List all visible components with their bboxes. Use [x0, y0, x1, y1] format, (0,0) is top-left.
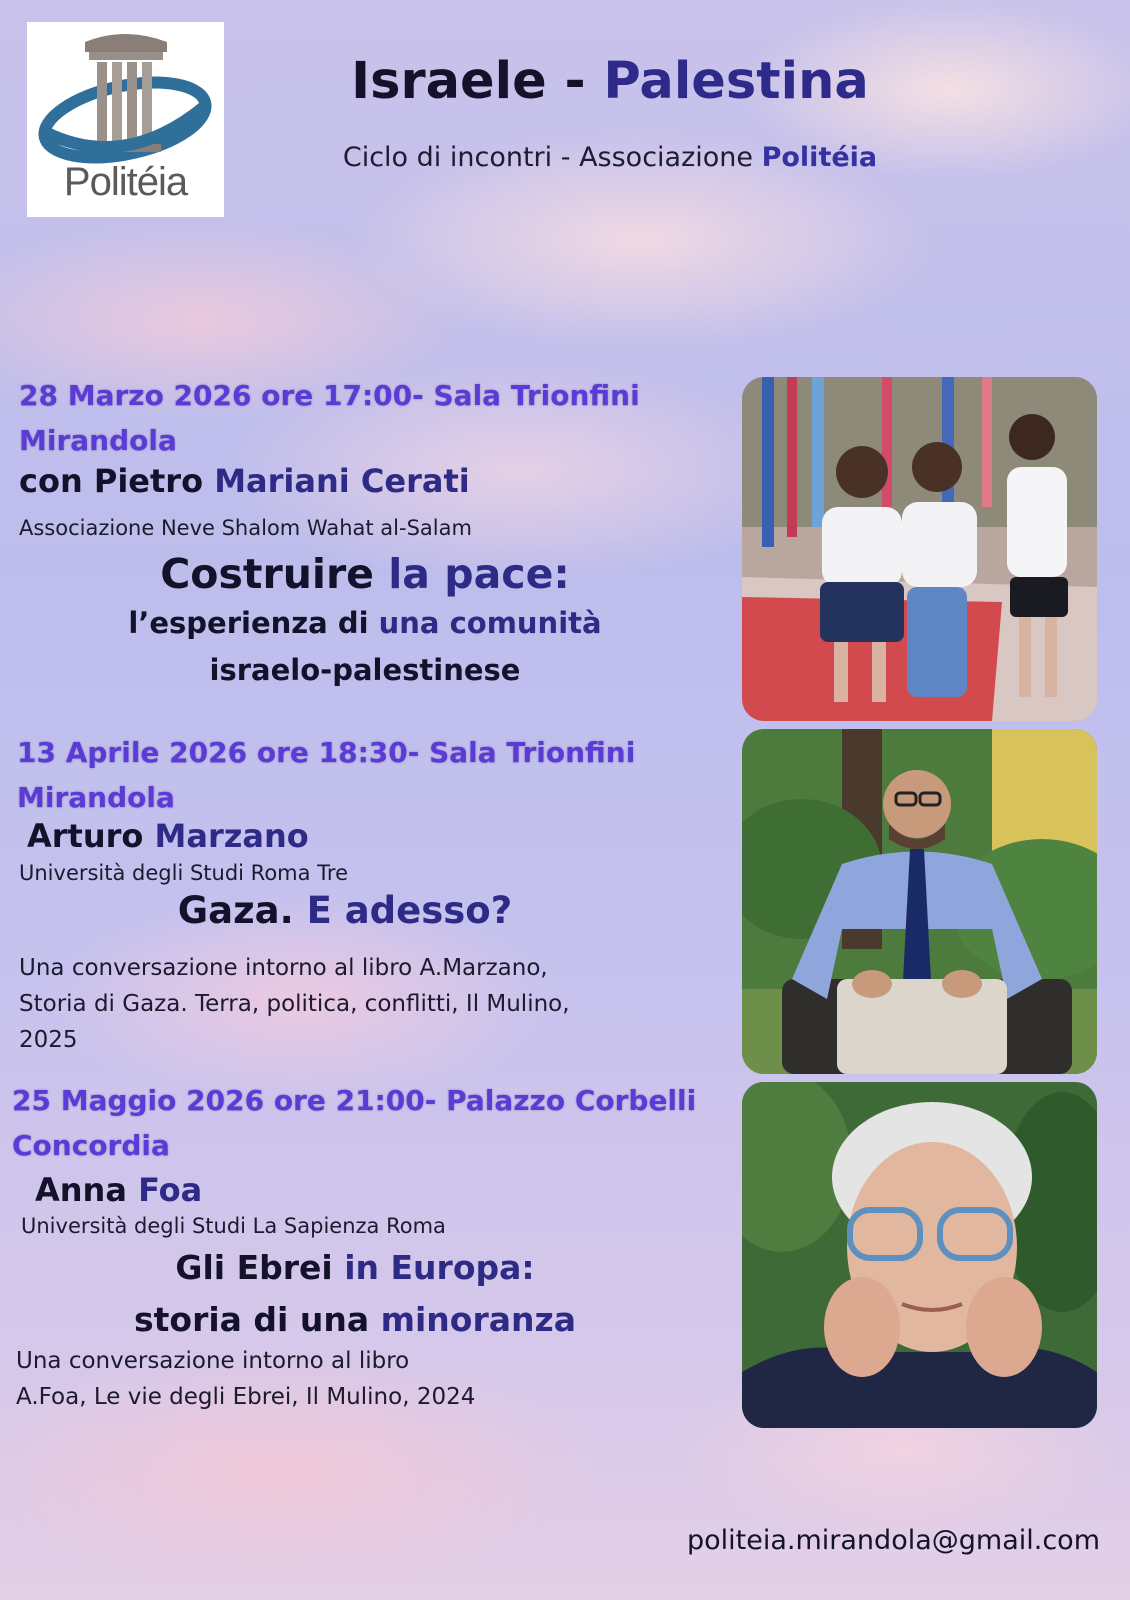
event-3-desc-line-2: A.Foa, Le vie degli Ebrei, Il Mulino, 2024 — [16, 1384, 476, 1410]
event-2-desc-line-3: 2025 — [19, 1027, 78, 1053]
event-3-talk-title — [60, 1242, 650, 1346]
event-1-talk-line-2b: una comunità — [378, 606, 602, 640]
event-3-talk-line-1a: Gli Ebrei — [175, 1248, 345, 1287]
subtitle-part-2: Politéia — [761, 142, 878, 173]
event-3-affiliation: Università degli Studi La Sapienza Roma — [21, 1214, 446, 1238]
event-3-desc-line-1: Una conversazione intorno al libro — [16, 1348, 410, 1374]
event-3-speaker-accent: Foa — [138, 1171, 203, 1209]
event-1-speaker-prefix: con Pietro — [19, 462, 215, 500]
event-2-talk-line-1b: E adesso? — [306, 889, 513, 932]
event-2-date-line-2: Mirandola — [17, 781, 175, 814]
event-2-affiliation: Università degli Studi Roma Tre — [19, 861, 349, 885]
event-1-talk-title — [60, 548, 670, 600]
event-3-talk-line-2a: storia di una — [134, 1300, 381, 1339]
page-title — [330, 52, 890, 111]
subtitle-part-1: Ciclo di incontri - Associazione — [342, 142, 762, 173]
arturo-marzano-portrait — [742, 729, 1097, 1074]
event-1-affiliation: Associazione Neve Shalom Wahat al-Salam — [19, 516, 472, 540]
anna-foa-portrait — [742, 1082, 1097, 1428]
event-3-description — [16, 1343, 666, 1415]
event-2-speaker-accent: Marzano — [154, 817, 309, 855]
event-3-speaker-prefix: Anna — [35, 1171, 139, 1209]
event-2-desc-line-2: Storia di Gaza. Terra, politica, conflitti, Il Mulino, — [19, 991, 570, 1017]
event-1-speaker-accent: Mariani Cerati — [214, 462, 470, 500]
event-1-talk-subtitle — [60, 600, 670, 694]
event-3-talk-line-1b: in Europa: — [344, 1248, 535, 1287]
event-3-date-line-2: Concordia — [12, 1129, 170, 1162]
event-1-talk-line-2a: l’esperienza di — [128, 606, 379, 640]
event-3-speaker — [35, 1171, 202, 1209]
event-2-speaker-prefix: Arturo — [27, 817, 155, 855]
event-3-date-line-1: 25 Maggio 2026 ore 21:00- Palazzo Corbelli — [12, 1084, 697, 1117]
event-2-talk-title — [40, 885, 650, 937]
event-1-date — [19, 373, 640, 463]
event-1-talk-line-1b: la pace: — [388, 550, 570, 598]
event-2-desc-line-1: Una conversazione intorno al libro A.Marzano, — [19, 955, 548, 981]
page-subtitle — [290, 142, 930, 173]
event-2-date — [17, 730, 635, 820]
event-2-date-line-1: 13 Aprile 2026 ore 18:30- Sala Trionfini — [17, 736, 636, 769]
event-1-date-line-1: 28 Marzo 2026 ore 17:00- Sala Trionfini — [19, 379, 640, 412]
logo-text: Politéia — [63, 160, 188, 204]
title-part-1: Israele - — [351, 52, 604, 111]
event-3-talk-line-2b: minoranza — [380, 1300, 576, 1339]
event-2-speaker — [27, 817, 309, 855]
politeia-logo — [27, 22, 224, 217]
contact-email[interactable]: politeia.mirandola@gmail.com — [687, 1525, 1100, 1556]
title-part-2: Palestina — [603, 52, 869, 111]
event-1-date-line-2: Mirandola — [19, 424, 177, 457]
children-walking-photo — [742, 377, 1097, 721]
event-2-talk-line-1a: Gaza. — [177, 889, 307, 932]
event-3-date — [12, 1078, 696, 1168]
event-1-talk-line-1a: Costruire — [160, 550, 389, 598]
event-2-description — [19, 950, 669, 1058]
event-1-talk-line-3: israelo-palestinese — [209, 653, 521, 687]
event-1-speaker — [19, 462, 470, 500]
